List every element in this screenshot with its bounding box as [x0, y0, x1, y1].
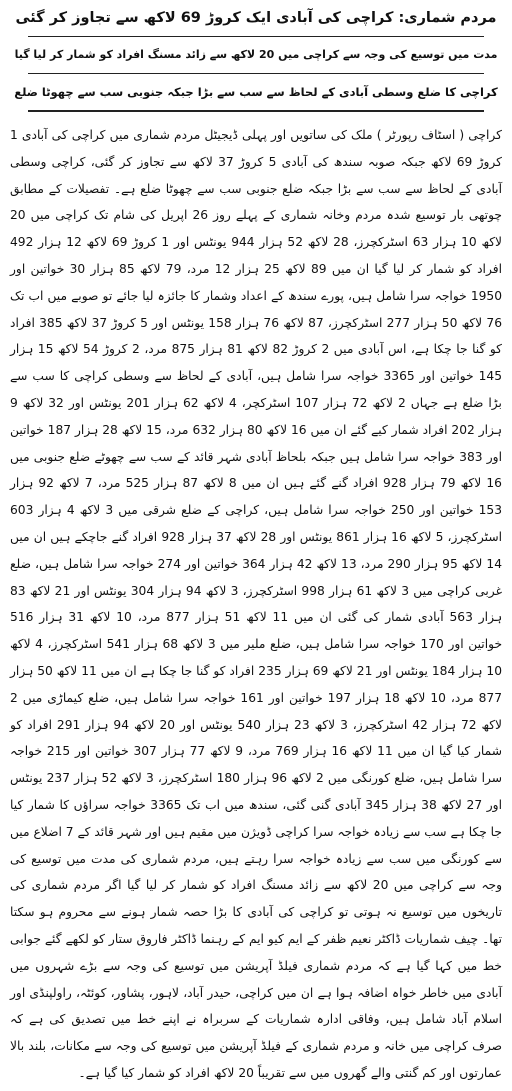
- divider: [28, 110, 484, 112]
- divider: [28, 73, 484, 74]
- divider: [28, 36, 484, 37]
- headline-main: مردم شماری: کراچی کی آبادی ایک کروڑ 69 لاکھ سے تجاوز کر گئی: [15, 10, 497, 26]
- article-body: کراچی ( اسٹاف رپورٹر ) ملک کی ساتویں اور پہلی ڈیجیٹل مردم شماری میں کراچی کی آبادی 1 کروڑ 69 لاکھ جبکہ صوبہ سندھ کی آبادی 5 کروڑ 37 لاکھ سے تجاوز کر گئی، کراچی وسطی آبادی کے لحاظ سے سب سے بڑا جبکہ ضلع جنوبی سب سے چھوٹا ضلع ہے۔ تفصیلات کے مطابق چوتھی بار توسیع شدہ مردم وخانہ شماری کے پہلے روز 26 اپریل کی شام تک کراچی میں 20 لاکھ 10 ہزار 63 اسٹرکچرز، 28 لاکھ 52 ہزار 944 یونٹس اور 1 کروڑ 69 لاکھ 12 ہزار 492 افراد کو شمار کر لیا گیا ان میں 89 لاکھ 25 ہزار 12 مرد، 79 لاکھ 85 ہزار 30 خواتین اور 1950 خواجہ سرا شامل ہیں، پورے سندھ کے اعداد وشمار کا جائزہ لیا جائے تو صوبے میں اب تک 76 لاکھ 50 ہزار 277 اسٹرکچرز، 87 لاکھ 76 ہزار 158 یونٹس اور 5 کروڑ 37 لاکھ 385 افراد کو گنا جا چکا ہے، اس آبادی میں 2 کروڑ 82 لاکھ 81 ہزار 875 مرد، 2 کروڑ 54 لاکھ 15 ہزار 145 خواتین اور 3365 خواجہ سرا شامل ہیں، آبادی کے لحاظ سے وسطی کراچی کا سب سے بڑا ضلع ہے جہاں 2 لاکھ 72 ہزار 107 اسٹرکچر، 4 لاکھ 62 ہزار 201 یونٹس اور 32 لاکھ 9 ہزار 202 افراد شمار کیے گئے ان میں 16 لاکھ 80 ہزار 632 مرد، 15 لاکھ 28 ہزار 187 خواتین اور 383 خواجہ سرا شامل ہیں جبکہ بلحاظ آبادی شہر قائد کے سب سے چھوٹے ضلع جنوبی میں 16 لاکھ 79 ہزار 928 افراد گنے گئے ہیں ان میں 8 لاکھ 87 ہزار 525 مرد، 7 لاکھ 92 ہزار 153 خواتین اور 250 خواجہ سرا شامل ہیں، کراچی کے ضلع شرقی میں 3 لاکھ 4 ہزار 603 اسٹرکچرز، 5 لاکھ 16 ہزار 861 یونٹس اور 28 لاکھ 37 ہزار 928 افراد گنے جاچکے ہیں ان میں 14 لاکھ 95 ہزار 290 مرد، 13 لاکھ 42 ہزار 364 خواتین اور 274 خواجہ سرا شامل ہیں، ضلع غربی کراچی میں 3 لاکھ 61 ہزار 998 اسٹرکچرز، 3 لاکھ 94 ہزار 304 یونٹس اور 21 لاکھ 83 ہزار 563 آبادی شمار کی گئی ان میں 11 لاکھ 51 ہزار 877 مرد، 10 لاکھ 31 ہزار 516 خواتین اور 170 خواجہ سرا شامل ہیں، ضلع ملیر میں 3 لاکھ 68 ہزار 541 اسٹرکچرز، 4 لاکھ 10 ہزار 184 یونٹس اور 21 لاکھ 69 ہزار 235 افراد کو گنا جا چکا ہے ان میں 11 لاکھ 50 ہزار 877 مرد، 10 لاکھ 18 ہزار 197 خواتین اور 161 خواجہ سرا شامل ہیں، ضلع کیماڑی میں 2 لاکھ 72 ہزار 42 اسٹرکچرز، 3 لاکھ 23 ہزار 540 یونٹس اور 20 لاکھ 94 ہزار 291 افراد کو شمار کیا گیا ان میں 11 لاکھ 16 ہزار 769 مرد، 9 لاکھ 77 ہزار 307 خواتین اور 215 خواجہ سرا شامل ہیں، ضلع کورنگی میں 2 لاکھ 96 ہزار 180 اسٹرکچرز، 3 لاکھ 52 ہزار 237 یونٹس اور 27 لاکھ 38 ہزار 345 آبادی گنی گئی، سندھ میں اب تک 3365 خواجہ سراؤں کا شمار کیا جا چکا ہے سب سے زیادہ خواجہ سرا کراچی ڈویژن میں مقیم ہیں اور شہر قائد کے 7 اضلاع میں سے کورنگی میں سب سے زیادہ خواجہ سرا رہتے ہیں، مردم شماری کی مدت میں توسیع کی وجہ سے کراچی میں 20 لاکھ سے زائد مسنگ افراد کو شمار کر لیا گیا اگر مردم شماری کی تاریخوں میں توسیع نہ ہوتی تو کراچی کی آبادی کا بڑا حصہ شمار ہونے سے محروم ہو سکتا تھا۔ چیف شماریات ڈاکٹر نعیم ظفر کے ایم کیو ایم کے رہنما ڈاکٹر فاروق ستار کو لکھے گئے جوابی خط میں کہا گیا ہے کہ مردم شماری فیلڈ آپریشن میں توسیع کی وجہ سے بڑے شہروں میں آبادی میں خاطر خواہ اضافہ ہوا ہے ان میں کراچی، حیدر آباد، لاہور، پشاور، کوئٹہ، راولپنڈی اور اسلام آباد شامل ہیں، وفاقی ادارہ شماریات کے سربراہ نے اپنے خط میں تصدیق کی ہے کہ صرف کراچی میں خانہ و مردم شماری کے فیلڈ آپریشن میں توسیع کی وجہ سے مکانات، بلند بالا عمارتوں اور کم گنتی والے گھروں میں سے تقریباً 20 لاکھ افراد کو شمار کیا گیا ہے۔: [9, 128, 503, 1080]
- headline-sub-2: کراچی کا ضلع وسطی آبادی کے لحاظ سے سب سے بڑا جبکہ جنوبی سب سے چھوٹا ضلع: [14, 85, 498, 99]
- headline-sub-1: مدت میں توسیع کی وجہ سے کراچی میں 20 لاکھ سے زائد مسنگ افراد کو شمار کر لیا گیا: [14, 48, 498, 61]
